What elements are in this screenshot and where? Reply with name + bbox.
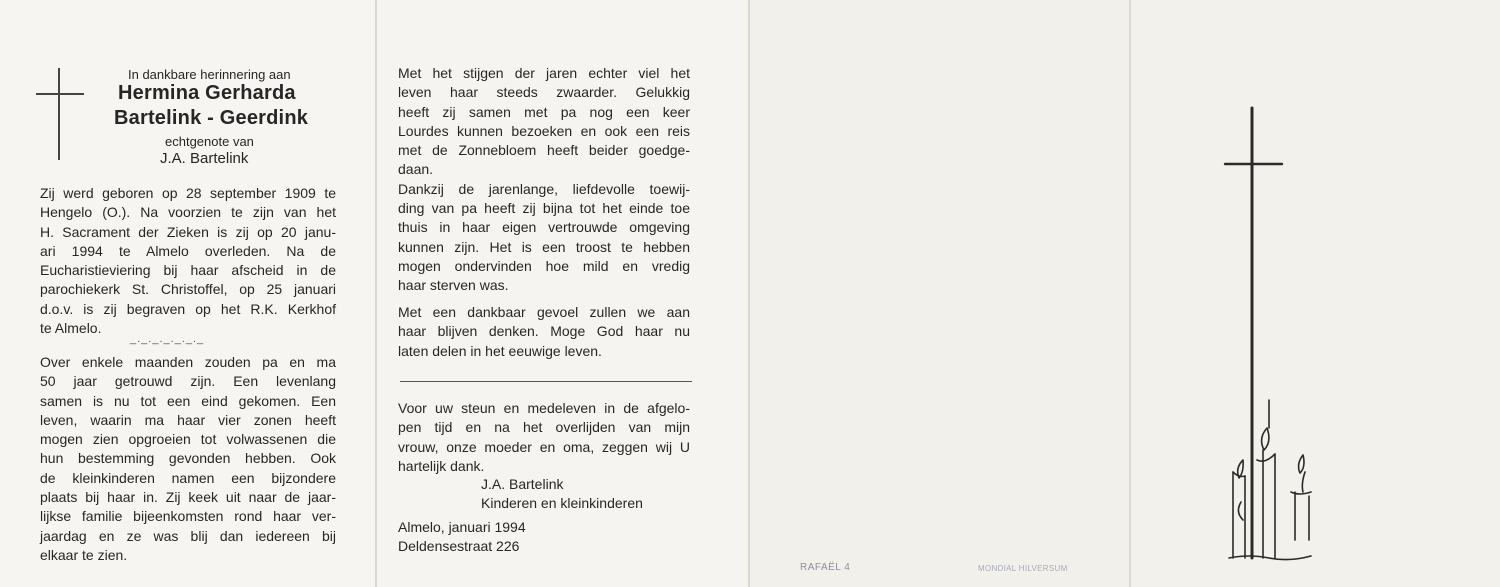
text-line: H. Sacrament der Zieken is zij op 20 janu- <box>40 223 336 240</box>
deceased-name-line1: Hermina Gerharda <box>118 82 296 104</box>
cross-with-candles-icon <box>1205 100 1335 570</box>
text-line: leven, waarin ma haar vier zonen heeft <box>40 411 336 428</box>
text-line: Lourdes kunnen bezoeken en ook een reis <box>398 122 690 139</box>
signature-spouse: J.A. Bartelink <box>481 476 564 492</box>
text-line: samen is nu tot een eind gekomen. Een <box>40 392 336 409</box>
text-line: lijkse familie bijeenkomsten rond haar ver- <box>40 508 336 525</box>
divider-line <box>400 381 692 382</box>
biography-paragraph <box>40 184 336 338</box>
cross-icon <box>36 68 84 160</box>
text-line: Dankzij de jarenlange, liefdevolle toewij- <box>398 180 690 197</box>
printer-imprint: RAFAËL 4 <box>800 562 851 573</box>
text-line: te Almelo. <box>40 320 102 337</box>
fold-line <box>748 0 750 587</box>
text-line: Met het stijgen der jaren echter viel het <box>398 65 690 81</box>
text-line: Eucharistieviering bij haar afscheid in de <box>40 262 336 279</box>
text-line: haar blijven denken. Moge God haar nu <box>398 323 690 340</box>
spouse-name: J.A. Bartelink <box>160 150 249 167</box>
text-line: hun bestemming gevonden hebben. Ook <box>40 450 336 467</box>
text-line: haar sterven was. <box>398 277 509 294</box>
text-line: Hengelo (O.). Na voorzien te zijn van het <box>40 204 336 221</box>
address: Deldensestraat 226 <box>398 538 520 554</box>
signature-family: Kinderen en kleinkinderen <box>481 495 643 511</box>
text-line: vrouw, onze moeder en oma, zeggen wij U <box>398 438 690 455</box>
card-panel-back <box>749 0 1129 587</box>
text-line: d.o.v. is zij begraven op het R.K. Kerkhof <box>40 300 336 317</box>
text-line: pen tijd en na het overlijden van mijn <box>398 419 690 436</box>
text-line: met de Zonnebloem heeft beider goedge- <box>398 142 690 159</box>
family-paragraph <box>40 353 336 565</box>
deceased-name-line2: Bartelink - Geerdink <box>114 107 309 129</box>
text-line: laten delen in het eeuwige leven. <box>398 342 602 359</box>
place-date: Almelo, januari 1994 <box>398 519 526 535</box>
text-line: leven haar steeds zwaarder. Gelukkig <box>398 84 690 101</box>
remembrance-paragraph <box>398 303 690 361</box>
text-line: parochiekerk St. Christoffel, op 25 januari <box>40 281 336 298</box>
text-line: Voor uw steun en medeleven in de afgelo- <box>398 400 690 416</box>
text-line: thuis in haar eigen vertrouwde omgeving <box>398 219 690 236</box>
text-line: 50 jaar getrouwd zijn. Een levenlang <box>40 373 336 390</box>
text-line: Met een dankbaar gevoel zullen we aan <box>398 304 690 320</box>
separator: _._._._._._._ <box>130 333 205 345</box>
text-line: kunnen zijn. Het is een troost te hebben <box>398 238 690 255</box>
intro-text: In dankbare herinnering aan <box>128 67 291 82</box>
text-line: jaardag en ze was blij dan iedereen bij <box>40 527 336 544</box>
fold-line <box>375 0 377 587</box>
later-years-paragraph <box>398 64 690 296</box>
text-line: Over enkele maanden zouden pa en ma <box>40 354 336 370</box>
fold-line <box>1129 0 1131 587</box>
printer-imprint-secondary: MONDIAL HILVERSUM <box>978 564 1068 573</box>
text-line: plaats bij haar in. Zij keek uit naar de jaar- <box>40 489 336 506</box>
spouse-label: echtgenote van <box>165 134 254 149</box>
text-line: hartelijk dank. <box>398 457 485 474</box>
text-line: heeft zij samen met pa nog een keer <box>398 103 690 120</box>
text-line: Zij werd geboren op 28 september 1909 te <box>40 185 336 201</box>
text-line: elkaar te zien. <box>40 546 128 563</box>
text-line: ding van pa heeft zij bijna tot het einde toe <box>398 200 690 217</box>
thanks-paragraph <box>398 399 690 476</box>
text-line: daan. <box>398 161 434 178</box>
text-line: ari 1994 te Almelo overleden. Na de <box>40 242 336 259</box>
text-line: mogen ondervinden hoe mild en vredig <box>398 257 690 274</box>
text-line: mogen zien opgroeien tot volwassenen die <box>40 431 336 448</box>
text-line: de kleinkinderen namen een bijzondere <box>40 469 336 486</box>
